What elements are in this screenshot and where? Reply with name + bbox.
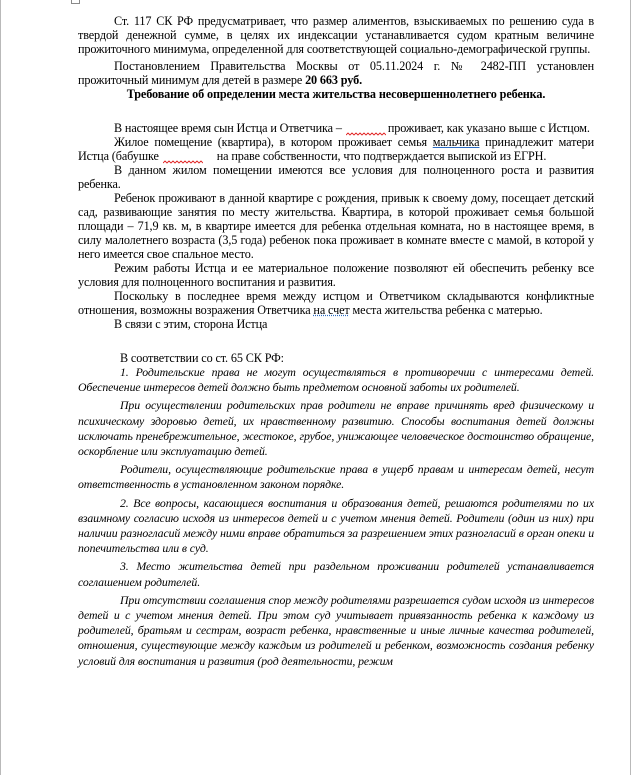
son-residence-text-2: проживает, как указано выше с Истцом. <box>387 121 590 135</box>
paragraph-alimony-indexation: Ст. 117 СК РФ предусматривает, что размер алиментов, взыскиваемых по решению суда в твердой денежной сумме, в целях их индексации устанавливается судом кратным величине прожиточного минимума, определенной для соответствующей социально-демографической группы. <box>78 14 594 56</box>
section-heading: Требование об определении места жительства несовершеннолетнего ребенка. <box>126 87 546 101</box>
spellcheck-underline <box>163 160 203 164</box>
paragraph-subsistence-text: Постановлением Правительства Москвы от 05.11.2024 г. № 2482-ПП установлен прожиточный минимум для детей в размере <box>78 59 594 87</box>
housing-text-3: на праве собственности, что подтверждается выпиской из ЕГРН. <box>216 149 547 163</box>
paragraph-conditions: В данном жилом помещении имеются все условия для полноценного роста и развития ребенка. <box>78 163 594 191</box>
quote-residence-agreement: 3. Место жительства детей при раздельном проживании родителей устанавливается соглашением родителей. <box>78 559 594 589</box>
quote-mutual-agreement: 2. Все вопросы, касающиеся воспитания и образования детей, решаются родителями по их взаимному согласию исходя из интересов детей и с учетом мнения детей. Родители (один из них) при наличии разногласий между ними вправе обратиться за разрешением этих разногласий в орган опеки и попечительства или в суд. <box>78 495 594 556</box>
paragraph-housing <box>78 135 594 163</box>
subsistence-amount: 20 663 руб. <box>305 73 362 87</box>
paragraph-conflict <box>78 289 594 317</box>
quote-court-dispute: При отсутствии соглашения спор между родителями разрешается судом исходя из интересов детей и с учетом мнения детей. При этом суд учитывает привязанность ребенка к каждому из родителей, братьям и сестрам, возраст ребенка, нравственные и иные личные качества родителей, отношения, существующие между каждым из родителей и ребенком, возможность создания ребенку условий для воспитания и развития (род деятельности, режим <box>78 592 594 668</box>
redacted-name-blank <box>342 122 388 132</box>
paragraph-therefore: В связи с этим, сторона Истца <box>114 317 268 331</box>
document-page <box>78 14 594 669</box>
redacted-grandmother-blank <box>159 150 217 160</box>
ruler-marker <box>71 0 80 4</box>
grammar-flagged-phrase: на счет <box>313 303 350 317</box>
paragraph-son-residence <box>78 121 594 135</box>
page-border-left <box>0 0 1 775</box>
grammar-flagged-word: мальчика <box>432 135 480 149</box>
page-border-right <box>630 0 631 775</box>
paragraph-subsistence-minimum <box>78 59 594 87</box>
quote-parental-rights: 1. Родительские права не могут осуществляться в противоречии с интересами детей. Обеспечение интересов детей должно быть предметом основной заботы их родителей. <box>78 365 594 395</box>
paragraph-child-living: Ребенок проживают в данной квартире с рождения, привык к своему дому, посещает детский сад, развивающие занятия по месту жительства. Квартира, в которой проживает семья большой площади – 71,9 кв. м, в квартире имеется для ребенка отдельная комната, но в настоящее время, в силу малолетнего возраста (3,5 года) ребенок пока проживает в комнате вместе с мамой, в которой у него имеется свое спальное место. <box>78 191 594 261</box>
paragraph-article-65-intro: В соответствии со ст. 65 СК РФ: <box>120 351 284 365</box>
conflict-text-1: Поскольку в последнее время между истцом и Ответчиком складываются конфликтные отношения, возможны возражения Ответчика <box>78 289 594 317</box>
paragraph-work-schedule: Режим работы Истца и ее материальное положение позволяют ей обеспечить ребенку все условия для полноценного воспитания и развития. <box>78 261 594 289</box>
conflict-text-2: места жительства ребенка с матерью. <box>349 303 543 317</box>
housing-text-1: Жилое помещение (квартира), в котором проживает семья <box>114 135 433 149</box>
spellcheck-underline <box>346 132 386 136</box>
housing-text-2: принадлежит матери Истца (бабушке <box>78 135 594 163</box>
quote-no-harm: При осуществлении родительских прав родители не вправе причинять вред физическому и психическому здоровью детей, их нравственному развитию. Способы воспитания детей должны исключать пренебрежительное, жестокое, грубое, унижающее человеческое достоинство обращение, оскорбление или эксплуатацию детей. <box>78 398 594 459</box>
son-residence-text-1: В настоящее время сын Истца и Ответчика – <box>114 121 342 135</box>
quote-responsibility: Родители, осуществляющие родительские права в ущерб правам и интересам детей, несут ответственность в установленном законом порядке. <box>78 462 594 492</box>
